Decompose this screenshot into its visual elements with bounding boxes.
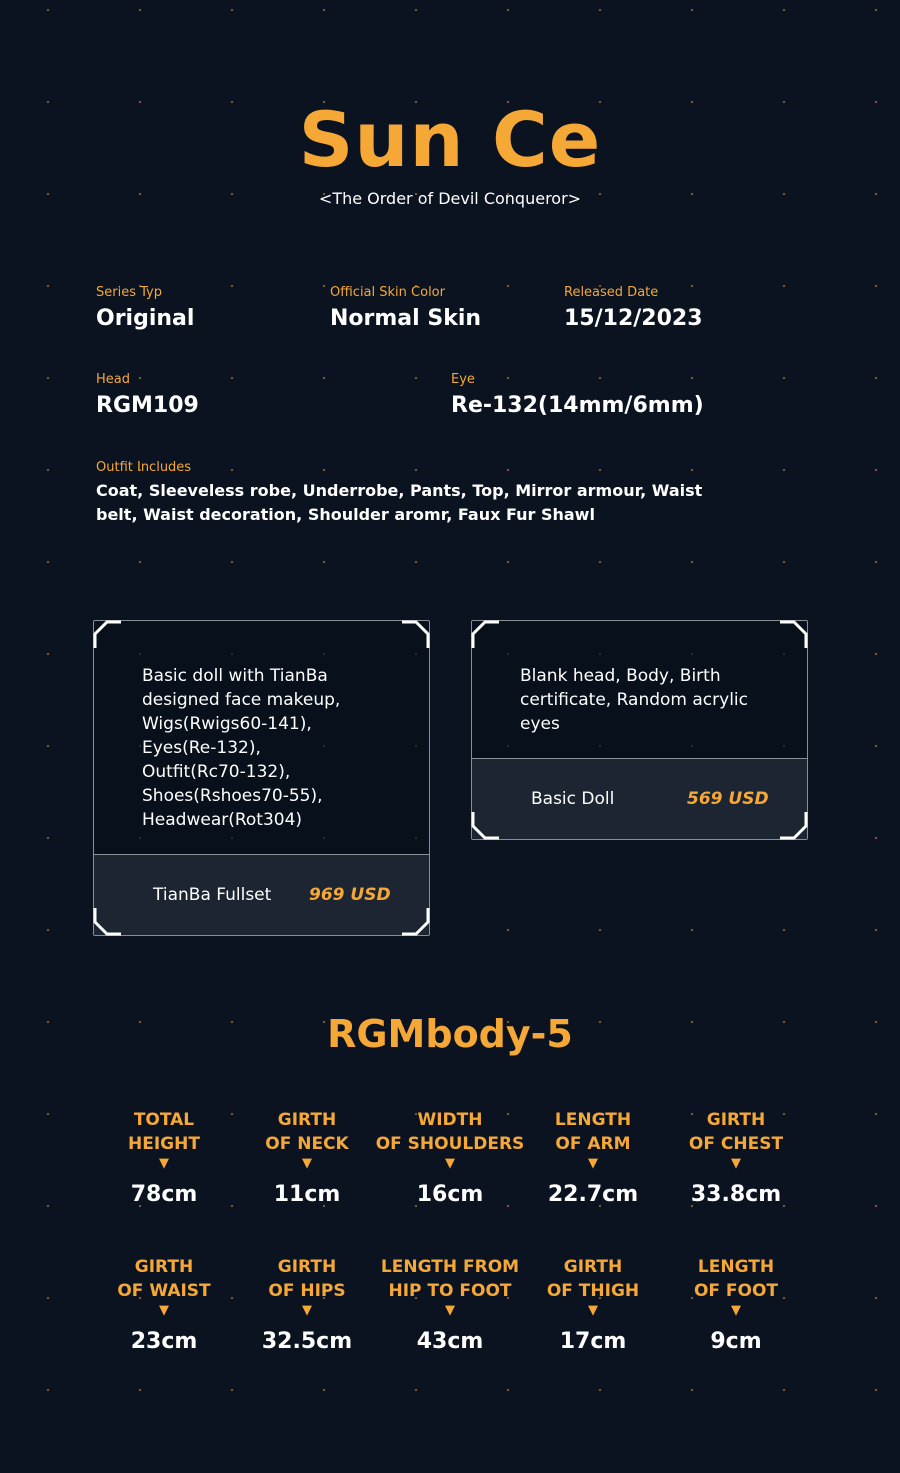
- measurement-girth-thigh: [513, 1255, 673, 1357]
- measurement-label-line2: OF SHOULDERS: [375, 1134, 525, 1154]
- package-card-fullset[interactable]: [93, 620, 430, 936]
- package-price: 969 USD: [309, 885, 391, 905]
- corner-bottom-right-icon: [400, 906, 430, 936]
- measurement-value: 78cm: [130, 1182, 198, 1207]
- series-type-label: Series Typ: [96, 285, 162, 300]
- measurement-label-line2: OF WAIST: [117, 1281, 211, 1301]
- measurement-label: [656, 1255, 816, 1303]
- measurement-label-line2: OF NECK: [265, 1134, 349, 1154]
- measurement-value: 43cm: [416, 1329, 484, 1354]
- package-price: 569 USD: [687, 789, 769, 809]
- measurement-label: [227, 1108, 387, 1156]
- measurement-label-line2: OF HIPS: [268, 1281, 346, 1301]
- measurement-value: 16cm: [416, 1182, 484, 1207]
- measurement-value: 22.7cm: [547, 1182, 639, 1207]
- skin-color-label: Official Skin Color: [330, 285, 445, 300]
- measurement-label-line2: OF CHEST: [688, 1134, 784, 1154]
- corner-bottom-left-icon: [471, 810, 501, 840]
- body-title: RGMbody-5: [327, 1012, 573, 1056]
- measurement-label-line1: GIRTH: [277, 1110, 337, 1130]
- measurement-label: [513, 1108, 673, 1156]
- eye-block: [451, 371, 704, 421]
- measurement-value: 32.5cm: [261, 1329, 353, 1354]
- down-arrow-icon: ▼: [302, 1303, 312, 1318]
- measurement-value: 17cm: [559, 1329, 627, 1354]
- page-title: Sun Ce: [298, 95, 602, 184]
- measurement-value: 11cm: [273, 1182, 341, 1207]
- measurement-hip-to-foot: [370, 1255, 530, 1357]
- package-footer: [94, 854, 429, 935]
- released-date-label: Released Date: [564, 285, 659, 300]
- down-arrow-icon: ▼: [731, 1303, 741, 1318]
- measurement-label-line2: OF FOOT: [693, 1281, 779, 1301]
- corner-top-right-icon: [400, 620, 430, 650]
- head-label: Head: [96, 372, 130, 387]
- measurement-girth-waist: [84, 1255, 244, 1357]
- measurement-label: [370, 1108, 530, 1156]
- down-arrow-icon: ▼: [445, 1156, 455, 1171]
- eye-value: Re-132(14mm/6mm): [451, 393, 704, 418]
- measurement-label: [513, 1255, 673, 1303]
- package-description: Basic doll with TianBa designed face makeup, Wigs(Rwigs60-141), Eyes(Re-132), Outfit(Rc70-132), Shoes(Rshoes70-55), Headwear(Rot304): [142, 666, 341, 830]
- measurement-total-height: [84, 1108, 244, 1210]
- series-type-block: [96, 284, 194, 334]
- measurement-value: 33.8cm: [690, 1182, 782, 1207]
- measurement-label-line2: HEIGHT: [128, 1134, 200, 1154]
- corner-bottom-left-icon: [93, 906, 123, 936]
- measurement-length-foot: [656, 1255, 816, 1357]
- package-card-basic[interactable]: [471, 620, 808, 840]
- measurement-label-line1: GIRTH: [706, 1110, 766, 1130]
- measurement-label-line1: WIDTH: [417, 1110, 483, 1130]
- released-date-block: [564, 284, 703, 334]
- skin-color-block: [330, 284, 481, 334]
- measurement-length-arm: [513, 1108, 673, 1210]
- measurement-label: [84, 1255, 244, 1303]
- corner-top-left-icon: [471, 620, 501, 650]
- measurement-value: 23cm: [130, 1329, 198, 1354]
- measurement-label-line2: OF ARM: [555, 1134, 631, 1154]
- measurement-label-line2: OF THIGH: [546, 1281, 640, 1301]
- outfit-block: [96, 459, 736, 527]
- measurement-label-line1: GIRTH: [134, 1257, 194, 1277]
- package-name: Basic Doll: [531, 789, 615, 809]
- outfit-label: Outfit Includes: [96, 460, 192, 475]
- skin-color-value: Normal Skin: [330, 306, 482, 331]
- measurement-girth-neck: [227, 1108, 387, 1210]
- measurement-label-line1: LENGTH FROM: [380, 1257, 520, 1277]
- measurement-label-line1: GIRTH: [563, 1257, 623, 1277]
- measurement-label: [84, 1108, 244, 1156]
- down-arrow-icon: ▼: [588, 1303, 598, 1318]
- head-value: RGM109: [96, 393, 199, 418]
- measurement-label: [656, 1108, 816, 1156]
- corner-bottom-right-icon: [778, 810, 808, 840]
- down-arrow-icon: ▼: [588, 1156, 598, 1171]
- package-name: TianBa Fullset: [153, 885, 272, 905]
- down-arrow-icon: ▼: [159, 1156, 169, 1171]
- eye-label: Eye: [451, 372, 475, 387]
- head-block: [96, 371, 199, 421]
- measurement-label-line1: TOTAL: [133, 1110, 195, 1130]
- measurement-label: [370, 1255, 530, 1303]
- page-subtitle: <The Order of Devil Conqueror>: [318, 189, 582, 208]
- corner-top-right-icon: [778, 620, 808, 650]
- package-footer: [472, 758, 807, 839]
- measurement-label-line2: HIP TO FOOT: [388, 1281, 512, 1301]
- measurement-width-shoulders: [370, 1108, 530, 1210]
- down-arrow-icon: ▼: [302, 1156, 312, 1171]
- down-arrow-icon: ▼: [445, 1303, 455, 1318]
- series-type-value: Original: [96, 306, 195, 331]
- measurement-label-line1: LENGTH: [697, 1257, 775, 1277]
- package-description: Blank head, Body, Birth certificate, Random acrylic eyes: [520, 666, 748, 734]
- measurement-girth-hips: [227, 1255, 387, 1357]
- measurement-value: 9cm: [710, 1329, 762, 1354]
- outfit-value: Coat, Sleeveless robe, Underrobe, Pants, Top, Mirror armour, Waist belt, Waist decoration, Shoulder aromr, Faux Fur Shawl: [96, 481, 703, 524]
- down-arrow-icon: ▼: [731, 1156, 741, 1171]
- measurement-label: [227, 1255, 387, 1303]
- measurement-girth-chest: [656, 1108, 816, 1210]
- down-arrow-icon: ▼: [159, 1303, 169, 1318]
- released-date-value: 15/12/2023: [564, 306, 703, 331]
- corner-top-left-icon: [93, 620, 123, 650]
- measurement-label-line1: LENGTH: [554, 1110, 632, 1130]
- measurement-label-line1: GIRTH: [277, 1257, 337, 1277]
